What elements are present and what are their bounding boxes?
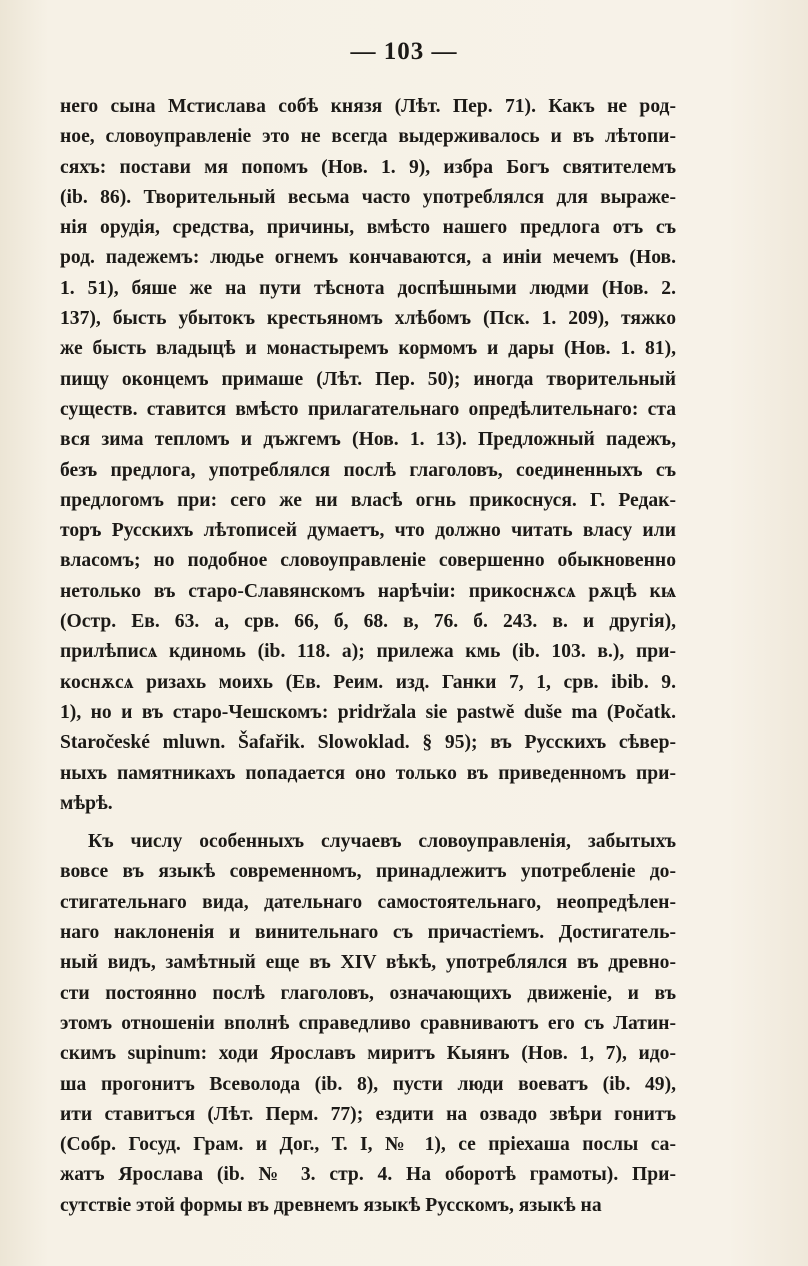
paragraph-gap xyxy=(60,819,676,827)
text-line: сутствіе этой формы въ древнемъ языкѣ Русскомъ, языкѣ на xyxy=(60,1194,602,1216)
body-text xyxy=(60,92,676,1221)
text-line: сти постоянно послѣ глаголовъ, означающихъ движеніе, и въ xyxy=(60,982,676,1004)
text-line: коснѫсѧ ризахь моихь (Ев. Реим. изд. Ганки 7, 1, срв. ibib. 9. xyxy=(60,671,676,693)
text-line: нія орудія, средства, причины, вмѣсто нашего предлога отъ съ xyxy=(60,217,676,239)
text-line: наго наклоненія и винительнаго съ причастіемъ. Достигатель- xyxy=(60,922,676,944)
text-line: 1), но и въ старо-Чешскомъ: pridržala sie pastwě duše ma (Počatk. xyxy=(60,701,676,723)
text-line: вся зима тепломъ и дъжгемъ (Нов. 1. 13). Предложный падежъ, xyxy=(60,429,676,451)
text-line: Staročeské mluwn. Šafařik. Slowoklad. § 95); въ Русскихъ сѣвер- xyxy=(60,732,676,754)
text-line: стигательнаго вида, дательнаго самостоятельнаго, неопредѣлен- xyxy=(60,891,676,913)
text-line: жатъ Ярослава (ib. № 3. стр. 4. На оборотѣ грамоты). При- xyxy=(60,1164,676,1186)
text-line: существ. ставится вмѣсто прилагательнаго опредѣлительнаго: ста xyxy=(60,398,676,420)
text-line: вовсе въ языкѣ современномъ, принадлежитъ употребленіе до- xyxy=(60,861,676,883)
text-line: ный видъ, замѣтный еще въ XIV вѣкѣ, употреблялся въ древно- xyxy=(60,952,676,974)
text-line: прилѣписѧ кдиномь (ib. 118. а); прилежа кмь (ib. 103. в.), при- xyxy=(60,641,676,663)
text-line: пищу оконцемъ примаше (Лѣт. Пер. 50); иногда творительный xyxy=(60,368,676,390)
text-line: ша прогонитъ Всеволода (ib. 8), пусти люди воеватъ (ib. 49), xyxy=(60,1073,676,1095)
text-line: ныхъ памятникахъ попадается оно только въ приведенномъ при- xyxy=(60,762,676,784)
text-line: 137), бысть убытокъ крестьяномъ хлѣбомъ (Пск. 1. 209), тяжко xyxy=(60,308,676,330)
text-line: ное, словоуправленіе это не всегда выдерживалось и въ лѣтопи- xyxy=(60,126,676,148)
text-line: торъ Русскихъ лѣтописей думаетъ, что должно читать власу или xyxy=(60,520,676,542)
text-line: власомъ; но подобное словоуправленіе совершенно обыкновенно xyxy=(60,550,676,572)
text-line: ити ставитъся (Лѣт. Перм. 77); ездити на озвадо звѣри гонитъ xyxy=(60,1103,676,1125)
text-line: же бысть владыцѣ и монастыремъ кормомъ и дары (Нов. 1. 81), xyxy=(60,338,676,360)
text-line: (Собр. Госуд. Грам. и Дог., Т. I, № 1), се пріехаша послы са- xyxy=(60,1134,676,1156)
text-line: (ib. 86). Творительный весьма часто употреблялся для выраже- xyxy=(60,186,676,208)
text-line: Къ числу особенныхъ случаевъ словоуправленія, забытыхъ xyxy=(88,831,676,853)
text-line: скимъ supinum: ходи Ярославъ миритъ Кыянъ (Нов. 1, 7), идо- xyxy=(60,1043,676,1065)
text-line: мѣрѣ. xyxy=(60,792,113,814)
text-line: 1. 51), бяше же на пути тѣснота доспѣшными людми (Нов. 2. xyxy=(60,277,676,299)
text-line: сяхъ: постави мя попомъ (Нов. 1. 9), избра Богъ святителемъ xyxy=(60,156,676,178)
text-line: этомъ отношеніи вполнѣ справедливо сравниваютъ его съ Латин- xyxy=(60,1012,676,1034)
text-line: него сына Мстислава собѣ князя (Лѣт. Пер. 71). Какъ не род- xyxy=(60,96,676,117)
text-line: нетолько въ старо-Славянскомъ нарѣчіи: прикоснѫсѧ рѫцѣ кѩ xyxy=(60,580,676,602)
page-number: — 103 — xyxy=(350,38,458,65)
text-line: род. падежемъ: людье огнемъ кончаваются, а иніи мечемъ (Нов. xyxy=(60,247,676,269)
text-line: предлогомъ при: сего же ни власѣ огнь прикоснуся. Г. Редак- xyxy=(60,489,676,511)
paragraph-2 xyxy=(60,827,676,1221)
paragraph-1 xyxy=(60,92,676,819)
text-line: (Остр. Ев. 63. а, срв. 66, б, 68. в, 76. б. 243. в. и другія), xyxy=(60,611,676,633)
text-line: безъ предлога, употреблялся послѣ глаголовъ, соединенныхъ съ xyxy=(60,459,676,481)
